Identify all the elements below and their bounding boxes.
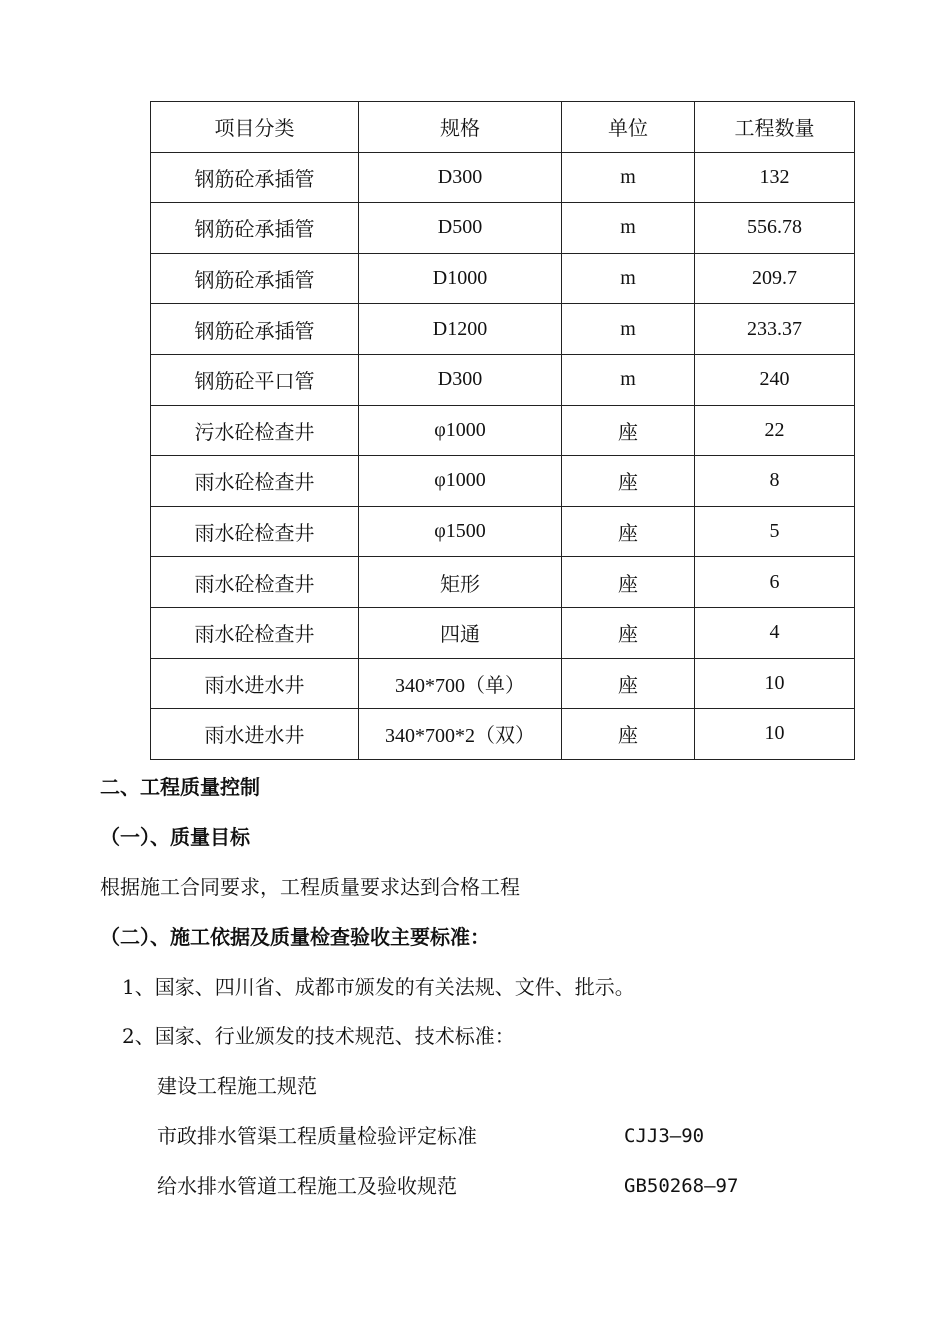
header-quantity: 工程数量 xyxy=(695,102,855,153)
unit-cell: m xyxy=(562,253,695,304)
table-row xyxy=(151,456,855,507)
table-row xyxy=(151,354,855,405)
unit-cell: m xyxy=(562,152,695,203)
category-cell: 雨水砼检查井 xyxy=(151,506,359,557)
table-row xyxy=(151,253,855,304)
spec-cell: D1000 xyxy=(359,253,562,304)
spec-cell: φ1500 xyxy=(359,506,562,557)
table-row xyxy=(151,405,855,456)
standard-drainage-evaluation-name: 市政排水管渠工程质量检验评定标准 xyxy=(157,1124,477,1148)
unit-cell: 座 xyxy=(562,456,695,507)
table-row xyxy=(151,506,855,557)
unit-cell: 座 xyxy=(562,709,695,760)
category-cell: 钢筋砼承插管 xyxy=(151,203,359,254)
spec-cell: D300 xyxy=(359,354,562,405)
category-cell: 雨水砼检查井 xyxy=(151,456,359,507)
category-cell: 雨水进水井 xyxy=(151,709,359,760)
quantity-cell: 556.78 xyxy=(695,203,855,254)
category-cell: 钢筋砼承插管 xyxy=(151,304,359,355)
quantity-cell: 8 xyxy=(695,456,855,507)
spec-cell: φ1000 xyxy=(359,405,562,456)
quantity-cell: 10 xyxy=(695,658,855,709)
table-row xyxy=(151,203,855,254)
table-row xyxy=(151,152,855,203)
paragraph-quality-goal: 根据施工合同要求，工程质量要求达到合格工程 xyxy=(100,875,520,899)
table-row xyxy=(151,607,855,658)
unit-cell: 座 xyxy=(562,557,695,608)
quantity-cell: 10 xyxy=(695,709,855,760)
quantity-cell: 132 xyxy=(695,152,855,203)
category-cell: 钢筋砼平口管 xyxy=(151,354,359,405)
unit-cell: 座 xyxy=(562,607,695,658)
subheading-quality-goal: （一）、质量目标 xyxy=(100,825,250,849)
unit-cell: m xyxy=(562,304,695,355)
unit-cell: m xyxy=(562,203,695,254)
header-unit: 单位 xyxy=(562,102,695,153)
category-cell: 雨水砼检查井 xyxy=(151,557,359,608)
quantity-cell: 22 xyxy=(695,405,855,456)
quantity-cell: 233.37 xyxy=(695,304,855,355)
unit-cell: 座 xyxy=(562,405,695,456)
spec-cell: D500 xyxy=(359,203,562,254)
standard-pipeline-acceptance-code: GB50268—97 xyxy=(624,1175,739,1197)
spec-cell: 四通 xyxy=(359,607,562,658)
category-cell: 钢筋砼承插管 xyxy=(151,152,359,203)
standard-drainage-evaluation-code: CJJ3—90 xyxy=(624,1125,705,1147)
spec-cell: D300 xyxy=(359,152,562,203)
quantity-cell: 6 xyxy=(695,557,855,608)
quantity-cell: 209.7 xyxy=(695,253,855,304)
standard-construction-spec: 建设工程施工规范 xyxy=(157,1074,317,1098)
header-category: 项目分类 xyxy=(151,102,359,153)
category-cell: 钢筋砼承插管 xyxy=(151,253,359,304)
unit-cell: 座 xyxy=(562,506,695,557)
quantity-cell: 5 xyxy=(695,506,855,557)
section-heading: 二、工程质量控制 xyxy=(100,775,260,799)
category-cell: 雨水砼检查井 xyxy=(151,607,359,658)
quantity-table xyxy=(150,101,855,760)
quantity-cell: 4 xyxy=(695,607,855,658)
table-row xyxy=(151,709,855,760)
unit-cell: 座 xyxy=(562,658,695,709)
table-row xyxy=(151,658,855,709)
quantity-cell: 240 xyxy=(695,354,855,405)
table-row xyxy=(151,557,855,608)
category-cell: 雨水进水井 xyxy=(151,658,359,709)
standard-pipeline-acceptance-name: 给水排水管道工程施工及验收规范 xyxy=(157,1174,457,1198)
category-cell: 污水砼检查井 xyxy=(151,405,359,456)
header-spec: 规格 xyxy=(359,102,562,153)
spec-cell: 340*700（单） xyxy=(359,658,562,709)
spec-cell: 矩形 xyxy=(359,557,562,608)
spec-cell: D1200 xyxy=(359,304,562,355)
table-row xyxy=(151,304,855,355)
table-header-row xyxy=(151,102,855,153)
spec-cell: 340*700*2（双） xyxy=(359,709,562,760)
list-item-technical-standards: 2、国家、行业颁发的技术规范、技术标准： xyxy=(122,1024,515,1048)
subheading-standards: （二）、施工依据及质量检查验收主要标准： xyxy=(100,925,490,949)
spec-cell: φ1000 xyxy=(359,456,562,507)
unit-cell: m xyxy=(562,354,695,405)
list-item-regulations: 1、国家、四川省、成都市颁发的有关法规、文件、批示。 xyxy=(122,975,635,999)
